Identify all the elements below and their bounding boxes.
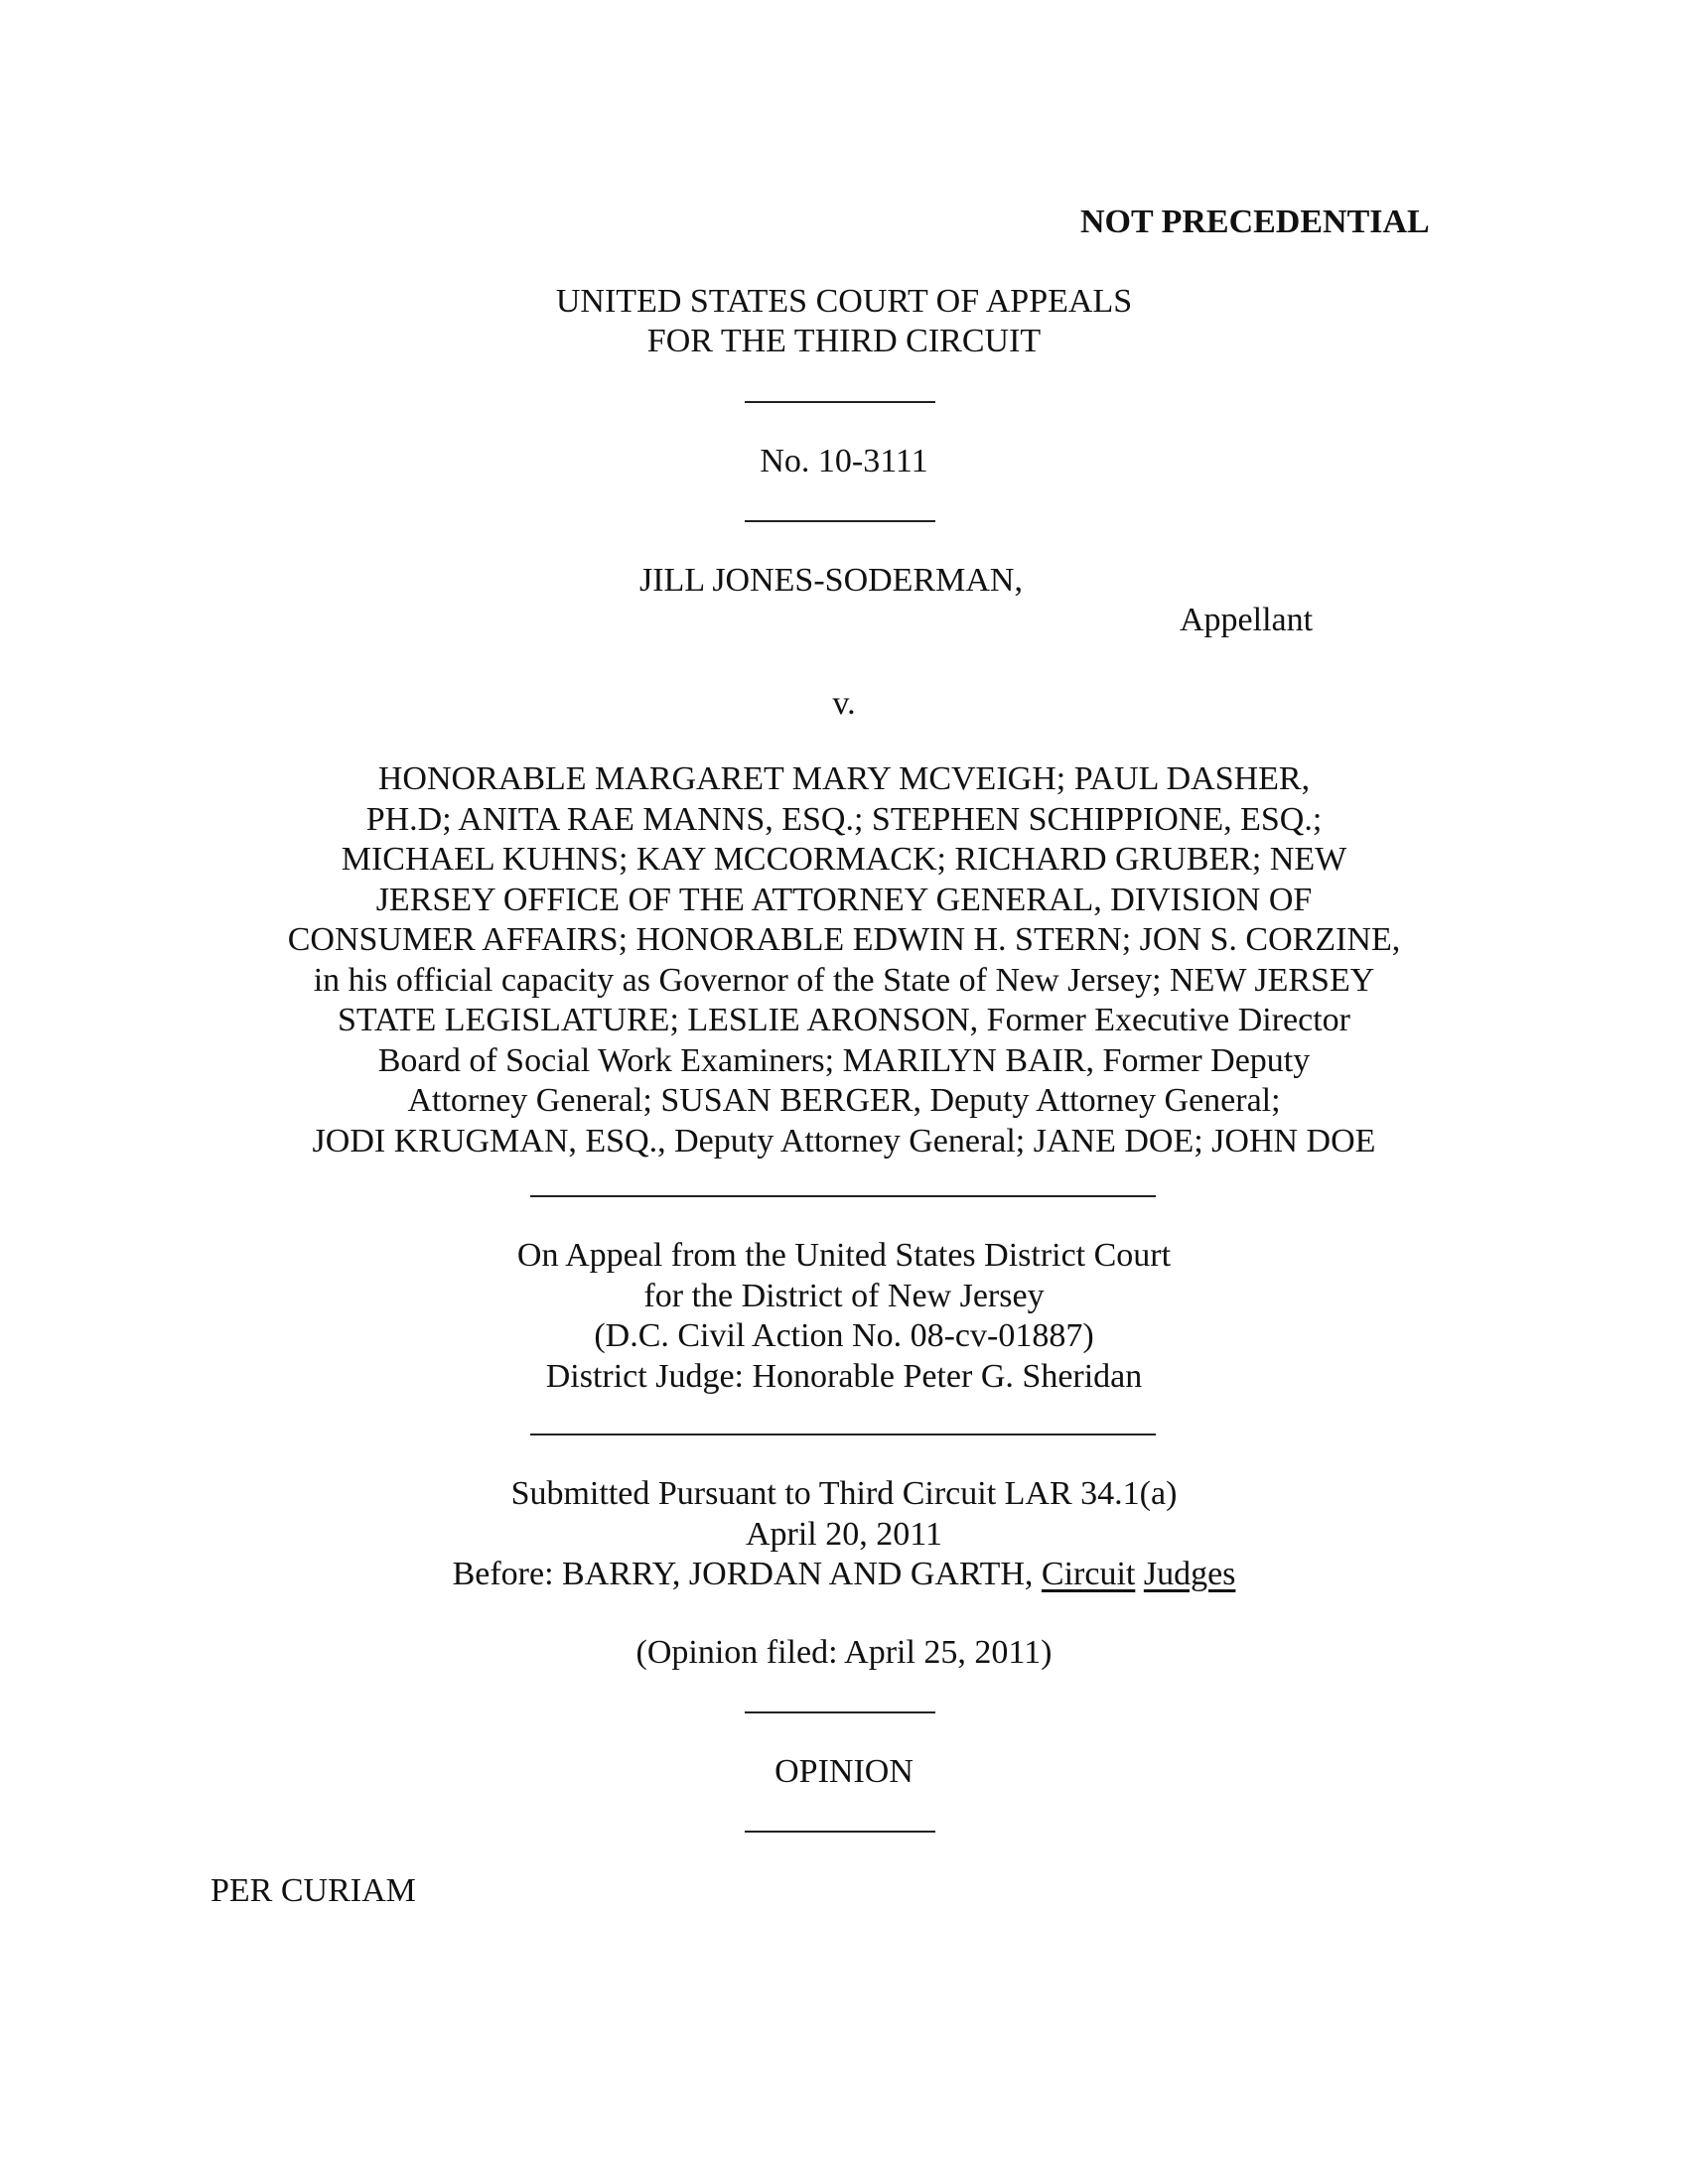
divider [745,520,935,522]
submission-date: April 20, 2011 [745,1515,942,1553]
divider [530,1195,1156,1197]
appellee-line: MICHAEL KUHNS; KAY MCCORMACK; RICHARD GRUBER; NEW [341,841,1347,878]
appellant-role: Appellant [1180,602,1314,638]
panel-title-word: Circuit [1041,1556,1136,1592]
appellee-line: PH.D; ANITA RAE MANNS, ESQ.; STEPHEN SCHIPPIONE, ESQ.; [365,800,1323,838]
divider [745,1711,935,1713]
appellee-line: CONSUMER AFFAIRS; HONORABLE EDWIN H. STERN; JON S. CORZINE, [287,921,1401,958]
appeal-line: On Appeal from the United States District Court [516,1237,1172,1274]
opinion-filed-date: (Opinion filed: April 25, 2011) [635,1634,1053,1671]
opinion-title: OPINION [774,1753,914,1790]
appeal-line: for the District of New Jersey [643,1277,1045,1314]
court-name-line1: UNITED STATES COURT OF APPEALS [555,283,1133,320]
appellee-line: Board of Social Work Examiners; MARILYN BAIR, Former Deputy [377,1041,1311,1079]
appellee-line: STATE LEGISLATURE; LESLIE ARONSON, Former Executive Director [338,1002,1350,1038]
case-number: No. 10-3111 [760,443,928,479]
appellee-line: HONORABLE MARGARET MARY MCVEIGH; PAUL DASHER, [377,760,1311,797]
appellee-line: JODI KRUGMAN, ESQ., Deputy Attorney General; JANE DOE; JOHN DOE [312,1122,1376,1160]
appellee-line: Attorney General; SUSAN BERGER, Deputy Attorney General; [407,1082,1281,1119]
appeal-line: (D.C. Civil Action No. 08-cv-01887) [594,1317,1094,1354]
divider [745,1831,935,1833]
court-name-line2: FOR THE THIRD CIRCUIT [646,323,1042,359]
not-precedential-label: NOT PRECEDENTIAL [1080,204,1430,240]
appellant-name: JILL JONES-SODERMAN, [639,562,1023,599]
appeal-info [199,1236,1489,1397]
submission-line: Submitted Pursuant to Third Circuit LAR 34.1(a) [510,1475,1178,1512]
submission-info [199,1474,1489,1595]
appeal-line: District Judge: Honorable Peter G. Sheridan [545,1357,1143,1395]
appellees-list [199,759,1489,1161]
divider [745,401,935,403]
versus: v. [832,685,856,722]
panel-judges: Before: BARRY, JORDAN AND GARTH, [452,1556,1042,1592]
appellee-line: in his official capacity as Governor of the State of New Jersey; NEW JERSEY [313,961,1375,999]
panel-title-word: Judges [1143,1556,1236,1592]
appellee-line: JERSEY OFFICE OF THE ATTORNEY GENERAL, DIVISION OF [375,881,1313,918]
divider [530,1433,1156,1435]
panel-line [199,1555,1489,1595]
per-curiam: PER CURIAM [211,1872,416,1909]
